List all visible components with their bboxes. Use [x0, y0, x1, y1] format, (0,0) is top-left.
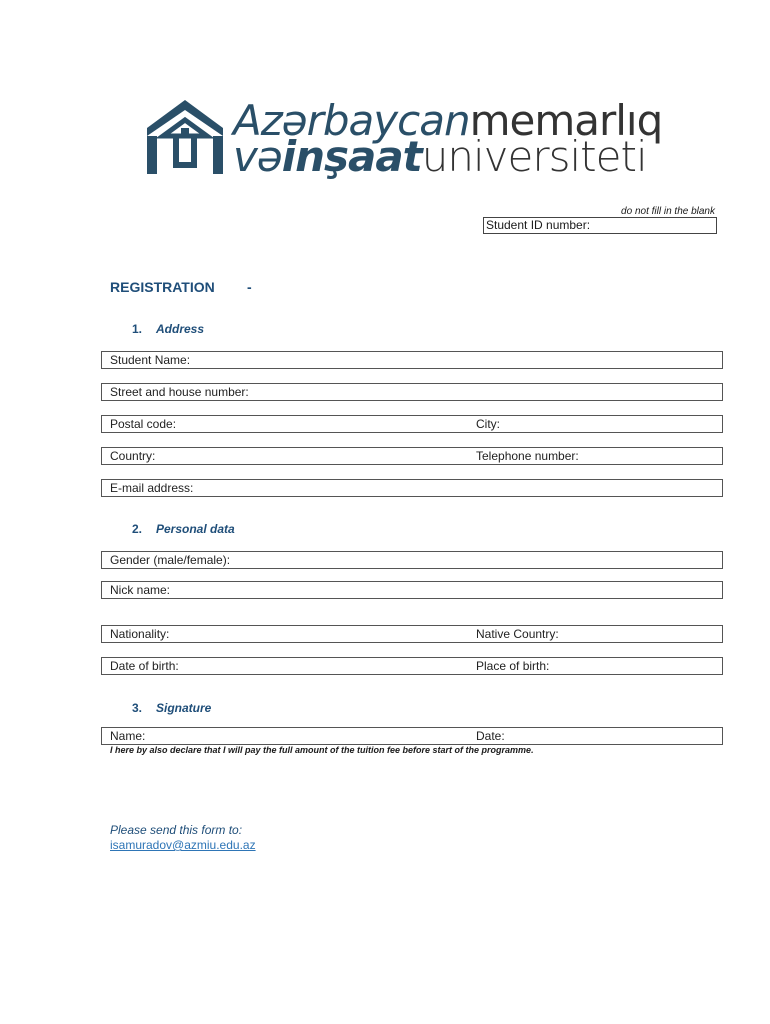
contact-email-link[interactable]: isamuradov@azmiu.edu.az	[110, 838, 256, 852]
nick-name-field[interactable]	[101, 581, 723, 599]
email-field[interactable]	[101, 479, 723, 497]
field-label: Gender (male/female):	[110, 553, 231, 567]
section-number: 3.	[132, 701, 143, 715]
student-name-field[interactable]	[101, 351, 723, 369]
tuition-declaration: I here by also declare that I will pay the full amount of the tuition fee before start of the programme.	[110, 745, 534, 755]
logo-word-universiteti: universiteti	[421, 132, 647, 181]
date-of-birth-label: Date of birth:	[110, 659, 179, 673]
section-label: Personal data	[156, 522, 235, 536]
signature-name-label: Name:	[110, 729, 146, 743]
logo-word-insaat: inşaat	[281, 132, 422, 181]
field-label: Street and house number:	[110, 385, 249, 399]
street-field[interactable]	[101, 383, 723, 401]
student-id-field[interactable]: Student ID number:	[483, 217, 717, 234]
field-label: Student Name:	[110, 353, 191, 367]
logo-word-azerbaycan: Azərbaycan	[233, 96, 470, 145]
section-signature-title	[132, 701, 211, 715]
signature-row[interactable]	[101, 727, 723, 745]
registration-title: REGISTRATION	[110, 279, 215, 295]
field-label: Nick name:	[110, 583, 171, 597]
nationality-label: Nationality:	[110, 627, 170, 641]
signature-date-label: Date:	[476, 729, 505, 743]
birth-row[interactable]	[101, 657, 723, 675]
logo-word-memarliq: memarlıq	[469, 96, 663, 145]
country-phone-row[interactable]	[101, 447, 723, 465]
gender-field[interactable]	[101, 551, 723, 569]
place-of-birth-label: Place of birth:	[476, 659, 550, 673]
registration-dash: -	[247, 279, 252, 295]
native-country-label: Native Country:	[476, 627, 559, 641]
country-label: Country:	[110, 449, 156, 463]
city-label: City:	[476, 417, 500, 431]
university-logo	[147, 96, 707, 181]
send-instructions: Please send this form to:	[110, 823, 243, 837]
nationality-row[interactable]	[101, 625, 723, 643]
section-number: 2.	[132, 522, 143, 536]
postal-city-row[interactable]	[101, 415, 723, 433]
university-emblem-icon	[147, 100, 223, 174]
telephone-label: Telephone number:	[476, 449, 579, 463]
section-label: Signature	[156, 701, 212, 715]
section-address-title	[132, 322, 204, 336]
section-personal-title	[132, 522, 235, 536]
postal-code-label: Postal code:	[110, 417, 177, 431]
logo-word-ve: və	[233, 132, 282, 181]
section-label: Address	[156, 322, 205, 336]
section-number: 1.	[132, 322, 143, 336]
office-use-note: do not fill in the blank	[621, 206, 715, 217]
field-label: E-mail address:	[110, 481, 194, 495]
